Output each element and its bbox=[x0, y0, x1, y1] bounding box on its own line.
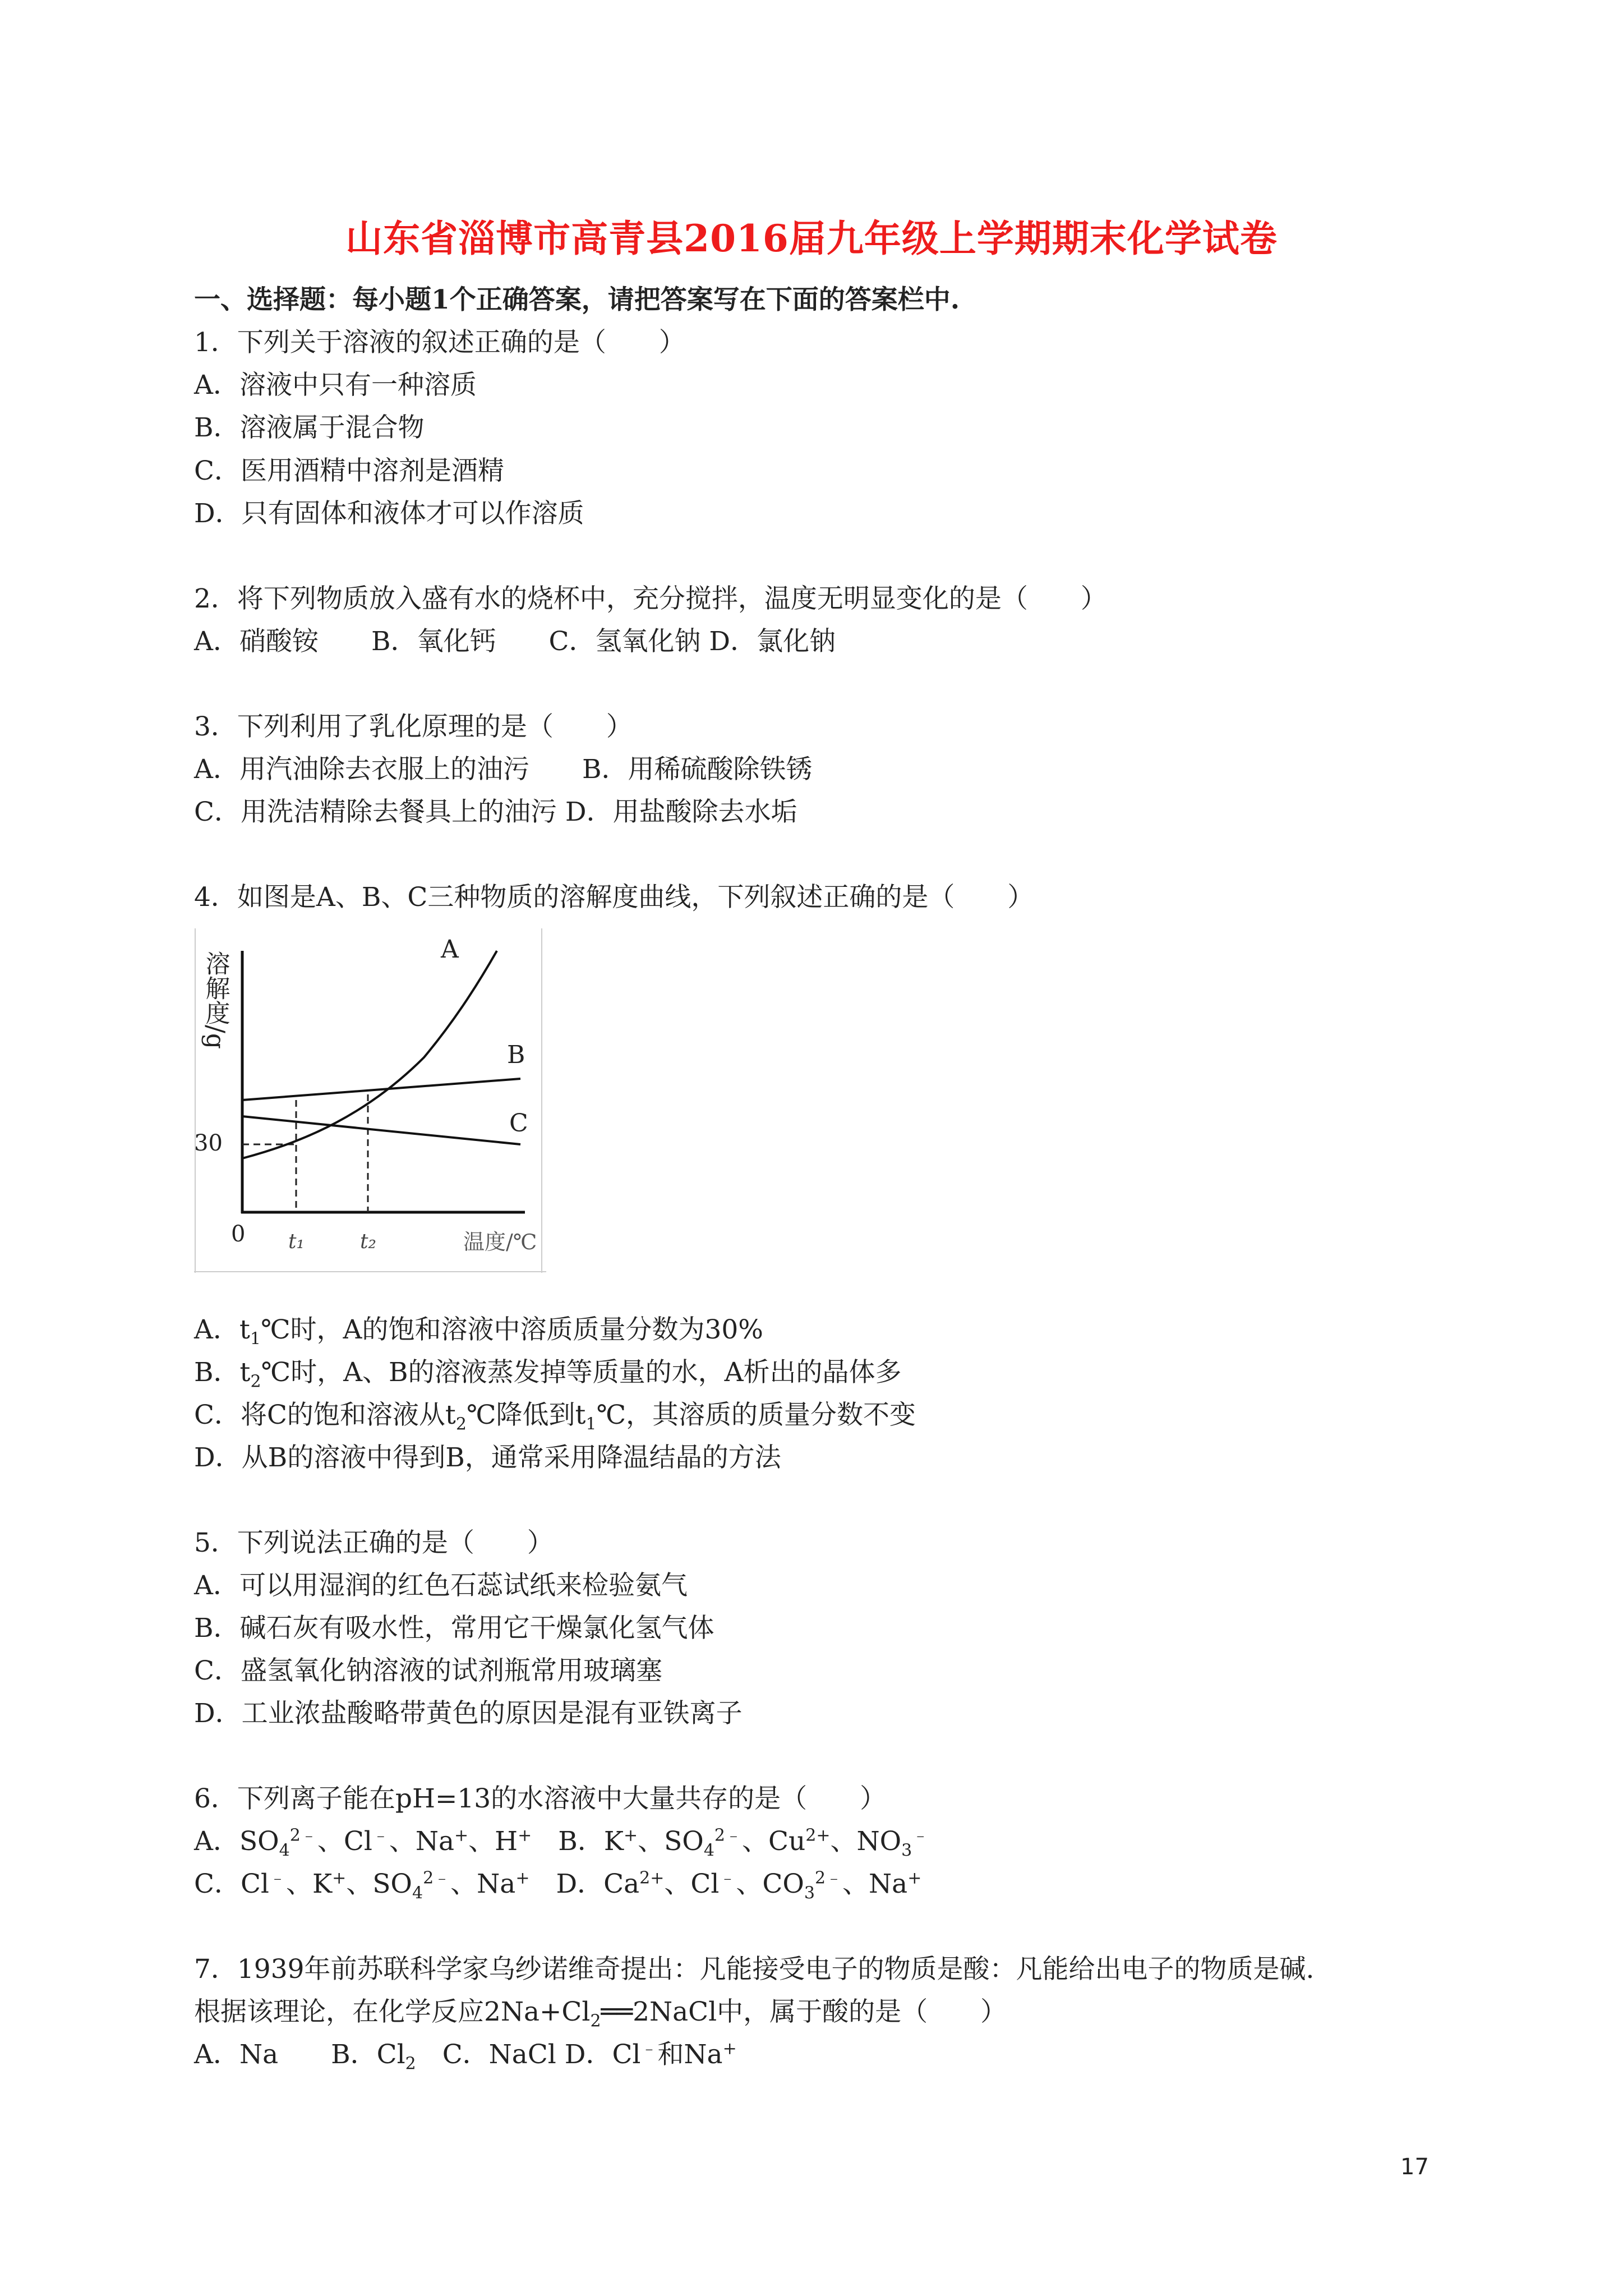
q4-option-a: A．$t_1℃$时，A的饱和溶液中溶质质量分数为30% bbox=[194, 1314, 763, 1349]
q6-options-line1: A．$SO_4^{2﹣}$、Cl﹣、Na+、H+ B．K+、$SO_4^{2﹣}$、$Cu^{2+}$、$NO_3^﹣$ bbox=[194, 1825, 929, 1861]
curve-a-label: A bbox=[441, 935, 459, 964]
origin-label: 0 bbox=[231, 1221, 246, 1247]
q1-option-b: B．溶液属于混合物 bbox=[194, 412, 425, 443]
curve-b-label: B bbox=[507, 1041, 525, 1069]
q5-option-a: A．可以用湿润的红色石蕊试纸来检验氨气 bbox=[194, 1570, 688, 1601]
q7-stem-line2: 根据该理论，在化学反应$2Na+Cl_2══2NaCl$中，属于酸的是（ ） bbox=[194, 1996, 1007, 2031]
q7-stem: 7．1939年前苏联科学家乌纱诺维奇提出：凡能接受电子的物质是酸：凡能给出电子的物质是碱. bbox=[194, 1954, 1315, 1985]
q7-options: A．Na B．$Cl_2$ C．NaCl D．Cl﹣和Na+ bbox=[194, 2039, 737, 2074]
page-number: 17 bbox=[1400, 2154, 1429, 2180]
q6-options-line2: C．Cl﹣、K+、$SO_4^{2﹣}$、Na+ D．$Ca^{2+}$、Cl﹣、$CO_3^{2﹣}$、Na+ bbox=[194, 1868, 922, 1903]
q4-option-c: C．将C的饱和溶液从$t_2℃$降低到$t_1℃$，其溶质的质量分数不变 bbox=[194, 1400, 916, 1434]
curve-c-label: C bbox=[509, 1109, 528, 1138]
q1-option-a: A．溶液中只有一种溶质 bbox=[194, 370, 477, 401]
q1-option-c: C．医用酒精中溶剂是酒精 bbox=[194, 455, 504, 486]
q5-option-b: B．碱石灰有吸水性，常用它干燥氯化氢气体 bbox=[194, 1613, 714, 1644]
section-heading: 一、选择题：每小题1个正确答案，请把答案写在下面的答案栏中. bbox=[194, 284, 960, 315]
q2-options: A．硝酸铵 B．氧化钙 C．氢氧化钠 D．氯化钠 bbox=[194, 626, 836, 657]
x-tick-t2: t₂ bbox=[360, 1230, 376, 1253]
q1-option-d: D．只有固体和液体才可以作溶质 bbox=[194, 498, 584, 529]
y-axis-label: 溶解度/g bbox=[201, 951, 230, 1049]
q5-option-d: D．工业浓盐酸略带黄色的原因是混有亚铁离子 bbox=[194, 1698, 743, 1729]
q1-stem: 1．下列关于溶液的叙述正确的是（ ） bbox=[194, 327, 685, 358]
x-axis-label: 温度/℃ bbox=[463, 1230, 537, 1254]
q5-option-c: C．盛氢氧化钠溶液的试剂瓶常用玻璃塞 bbox=[194, 1655, 662, 1686]
q4-option-d: D．从B的溶液中得到B，通常采用降温结晶的方法 bbox=[194, 1442, 781, 1473]
q4-option-b: B．$t_2℃$时，A、B的溶液蒸发掉等质量的水，A析出的晶体多 bbox=[194, 1357, 902, 1392]
q5-stem: 5．下列说法正确的是（ ） bbox=[194, 1527, 554, 1558]
q3-stem: 3．下列利用了乳化原理的是（ ） bbox=[194, 711, 633, 742]
solubility-curve-figure bbox=[194, 928, 546, 1273]
x-tick-t1: t₁ bbox=[288, 1230, 305, 1253]
q6-stem: 6．下列离子能在pH=13的水溶液中大量共存的是（ ） bbox=[194, 1783, 887, 1814]
y-tick-30: 30 bbox=[194, 1130, 223, 1156]
q2-stem: 2．将下列物质放入盛有水的烧杯中，充分搅拌，温度无明显变化的是（ ） bbox=[194, 583, 1107, 614]
q3-options-line2: C．用洗洁精除去餐具上的油污 D．用盐酸除去水垢 bbox=[194, 797, 797, 827]
q3-options-line1: A．用汽油除去衣服上的油污 B．用稀硫酸除铁锈 bbox=[194, 754, 813, 785]
exam-title: 山东省淄博市高青县2016届九年级上学期期末化学试卷 bbox=[345, 217, 1278, 260]
q4-stem: 4．如图是A、B、C三种物质的溶解度曲线，下列叙述正确的是（ ） bbox=[194, 882, 1034, 913]
